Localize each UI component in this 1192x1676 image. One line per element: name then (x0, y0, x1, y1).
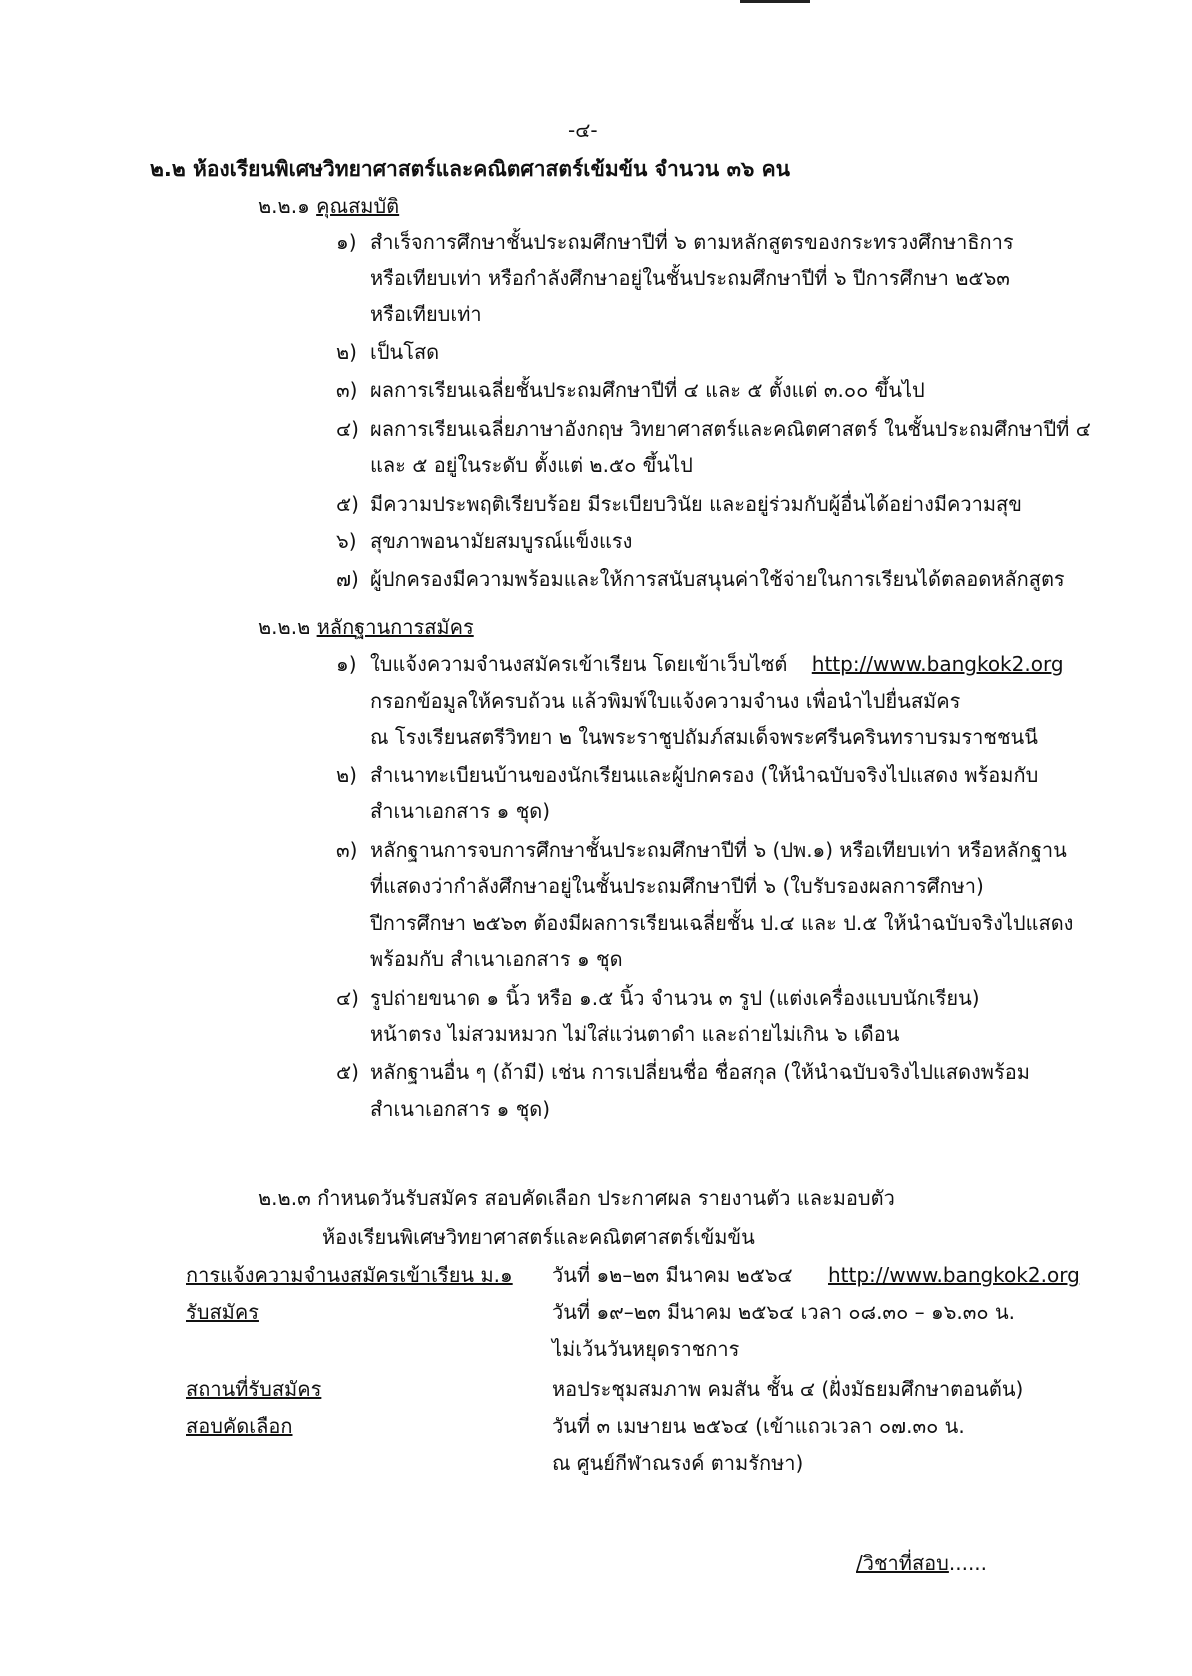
docs-item-1-line-1 (370, 651, 1064, 677)
qual-item-1-line-3: หรือเทียบเท่า (370, 302, 482, 326)
schedule-row-1-link[interactable]: http://www.bangkok2.org (828, 1263, 1080, 1287)
qual-item-1-num: ๑) (336, 230, 357, 254)
schedule-title-line-1: ๒.๒.๓ กำหนดวันรับสมัคร สอบคัดเลือก ประกาศผล รายงานตัว และมอบตัว (258, 1186, 895, 1210)
qual-item-1-line-2: หรือเทียบเท่า หรือกำลังศึกษาอยู่ในชั้นประถมศึกษาปีที่ ๖ ปีการศึกษา ๒๕๖๓ (370, 266, 1010, 290)
docs-item-2-line-2: สำเนาเอกสาร ๑ ชุด) (370, 799, 551, 823)
schedule-row-4-label: สอบคัดเลือก (186, 1414, 293, 1438)
qual-item-3-line-1: ผลการเรียนเฉลี่ยชั้นประถมศึกษาปีที่ ๔ และ ๕ ตั้งแต่ ๓.๐๐ ขึ้นไป (370, 378, 925, 402)
docs-item-3-line-1: หลักฐานการจบการศึกษาชั้นประถมศึกษาปีที่ ๖ (ปพ.๑) หรือเทียบเท่า หรือหลักฐาน (370, 838, 1067, 862)
qual-item-5-num: ๕) (336, 492, 359, 516)
docs-item-3-line-2: ที่แสดงว่ากำลังศึกษาอยู่ในชั้นประถมศึกษาปีที่ ๖ (ใบรับรองผลการศึกษา) (370, 874, 984, 898)
schedule-row-4-value-2: ณ ศูนย์กีฬาณรงค์ ตามรักษา) (552, 1451, 804, 1475)
docs-label: หลักฐานการสมัคร (316, 615, 474, 639)
docs-title (258, 614, 474, 640)
qual-number: ๒.๒.๑ (258, 194, 310, 218)
qual-item-4-num: ๔) (336, 417, 359, 441)
schedule-row-4-value: วันที่ ๓ เมษายน ๒๕๖๔ (เข้าแถวเวลา ๐๗.๓๐ น. (552, 1414, 965, 1438)
docs-item-2-num: ๒) (336, 763, 357, 787)
qual-item-7-line-1: ผู้ปกครองมีความพร้อมและให้การสนับสนุนค่าใช้จ่ายในการเรียนได้ตลอดหลักสูตร (370, 567, 1065, 591)
qual-item-3-num: ๓) (336, 378, 358, 402)
schedule-row-3-label: สถานที่รับสมัคร (186, 1377, 322, 1401)
qual-item-6-line-1: สุขภาพอนามัยสมบูรณ์แข็งแรง (370, 529, 633, 553)
docs-item-1-text: ใบแจ้งความจำนงสมัครเข้าเรียน โดยเข้าเว็บไซต์ (370, 652, 788, 676)
docs-item-4-line-2: หน้าตรง ไม่สวมหมวก ไม่ใส่แว่นตาดำ และถ่ายไม่เกิน ๖ เดือน (370, 1022, 900, 1046)
docs-item-5-line-1: หลักฐานอื่น ๆ (ถ้ามี) เช่น การเปลี่ยนชื่อ ชื่อสกุล (ให้นำฉบับจริงไปแสดงพร้อม (370, 1060, 1030, 1084)
docs-item-4-line-1: รูปถ่ายขนาด ๑ นิ้ว หรือ ๑.๕ นิ้ว จำนวน ๓ รูป (แต่งเครื่องแบบนักเรียน) (370, 986, 980, 1010)
qual-item-5-line-1: มีความประพฤติเรียบร้อย มีระเบียบวินัย และอยู่ร่วมกับผู้อื่นได้อย่างมีความสุข (370, 492, 1022, 516)
schedule-row-2-value-2: ไม่เว้นวันหยุดราชการ (552, 1337, 740, 1361)
qual-item-7-num: ๗) (336, 567, 359, 591)
docs-item-1-line-2: กรอกข้อมูลให้ครบถ้วน แล้วพิมพ์ใบแจ้งความจำนง เพื่อนำไปยื่นสมัคร (370, 689, 961, 713)
schedule-row-3-value: หอประชุมสมภาพ คมสัน ชั้น ๔ (ฝั่งมัธยมศึกษาตอนต้น) (552, 1377, 1024, 1401)
section-heading: ๒.๒ ห้องเรียนพิเศษวิทยาศาสตร์และคณิตศาสตร์เข้มข้น จำนวน ๓๖ คน (150, 157, 790, 181)
qual-title (258, 193, 399, 219)
schedule-row-1-value: วันที่ ๑๒–๒๓ มีนาคม ๒๕๖๔ (552, 1263, 793, 1287)
qual-item-2-num: ๒) (336, 340, 357, 364)
schedule-row-1-label: การแจ้งความจำนงสมัครเข้าเรียน ม.๑ (186, 1263, 513, 1287)
page-number: -๔- (568, 118, 598, 142)
docs-item-3-num: ๓) (336, 838, 358, 862)
docs-item-3-line-4: พร้อมกับ สำเนาเอกสาร ๑ ชุด (370, 947, 623, 971)
docs-item-1-num: ๑) (336, 652, 357, 676)
qual-item-2-line-1: เป็นโสด (370, 340, 440, 364)
docs-item-1-line-3: ณ โรงเรียนสตรีวิทยา ๒ ในพระราชูปถัมภ์สมเด็จพระศรีนครินทราบรมราชชนนี (370, 725, 1038, 749)
continued-text: /วิชาที่สอบ (856, 1551, 949, 1575)
qual-label: คุณสมบัติ (316, 194, 400, 218)
continued-dots: ...... (948, 1551, 988, 1575)
docs-item-5-line-2: สำเนาเอกสาร ๑ ชุด) (370, 1097, 551, 1121)
docs-item-3-line-3: ปีการศึกษา ๒๕๖๓ ต้องมีผลการเรียนเฉลี่ยชั้น ป.๔ และ ป.๕ ให้นำฉบับจริงไปแสดง (370, 911, 1074, 935)
schedule-row-2-value: วันที่ ๑๙–๒๓ มีนาคม ๒๕๖๔ เวลา ๐๘.๓๐ – ๑๖.๓๐ น. (552, 1300, 1016, 1324)
docs-item-5-num: ๕) (336, 1060, 359, 1084)
docs-item-4-num: ๔) (336, 986, 359, 1010)
qual-item-6-num: ๖) (336, 529, 357, 553)
docs-number: ๒.๒.๒ (258, 615, 311, 639)
qual-item-1-line-1: สำเร็จการศึกษาชั้นประถมศึกษาปีที่ ๖ ตามหลักสูตรของกระทรวงศึกษาธิการ (370, 230, 1014, 254)
schedule-row-2-label: รับสมัคร (186, 1300, 259, 1324)
continued-note (856, 1550, 987, 1576)
docs-item-2-line-1: สำเนาทะเบียนบ้านของนักเรียนและผู้ปกครอง (ให้นำฉบับจริงไปแสดง พร้อมกับ (370, 763, 1039, 787)
qual-item-4-line-1: ผลการเรียนเฉลี่ยภาษาอังกฤษ วิทยาศาสตร์และคณิตศาสตร์ ในชั้นประถมศึกษาปีที่ ๔ (370, 417, 1091, 441)
website-link[interactable]: http://www.bangkok2.org (811, 652, 1064, 676)
schedule-title-line-2: ห้องเรียนพิเศษวิทยาศาสตร์และคณิตศาสตร์เข้มข้น (322, 1225, 755, 1249)
scan-mark (740, 0, 810, 3)
qual-item-4-line-2: และ ๕ อยู่ในระดับ ตั้งแต่ ๒.๕๐ ขึ้นไป (370, 453, 693, 477)
